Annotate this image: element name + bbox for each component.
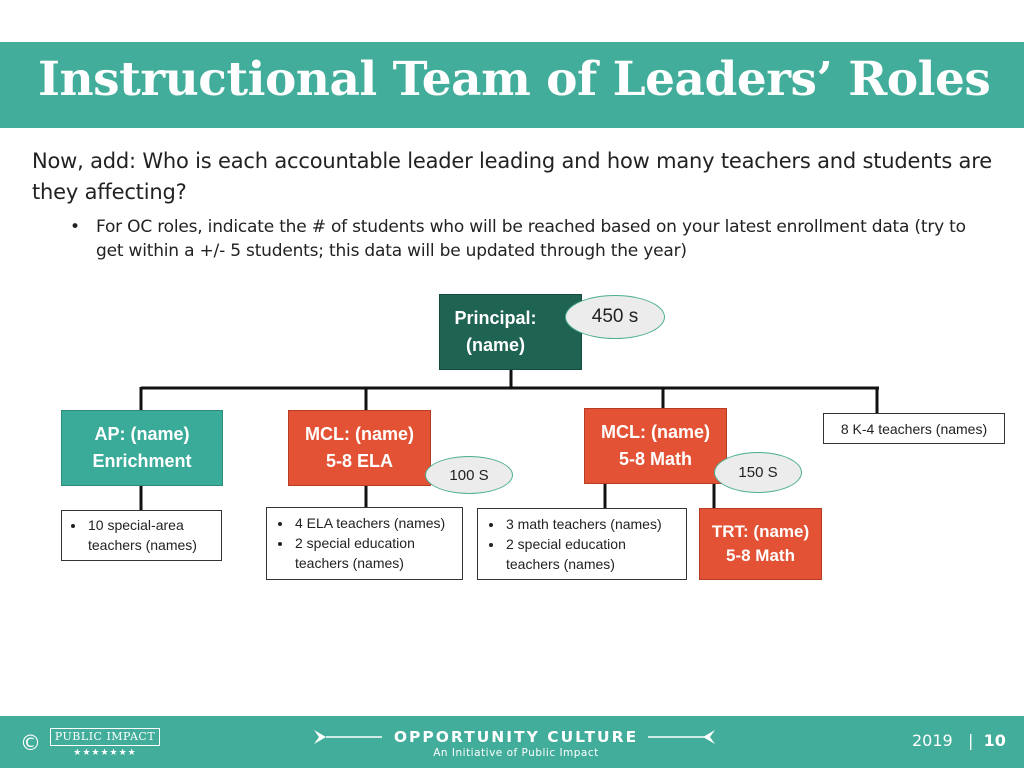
- year-label: 2019: [912, 731, 953, 750]
- list-item: • 3 math teachers (names): [504, 514, 682, 534]
- slide-number: [912, 731, 1006, 750]
- opportunity-culture-brand: OPPORTUNITY CULTURE: [393, 728, 639, 746]
- mcl-ela-box: [288, 410, 431, 486]
- trt-title: TRT: (name): [711, 522, 810, 541]
- mcl-math-title: MCL: (name): [601, 422, 710, 442]
- list-item: • 4 ELA teachers (names): [293, 513, 458, 533]
- page-number: 10: [983, 731, 1006, 750]
- separator: |: [957, 731, 979, 750]
- logo-stars: ★★★★★★★: [73, 748, 137, 758]
- principal-name: (name): [465, 335, 525, 355]
- logo-text: PUBLIC IMPACT: [50, 728, 160, 746]
- principal-title: Principal:: [454, 308, 537, 328]
- copyright-icon: ©: [20, 731, 41, 755]
- bullet-icon: •: [70, 217, 80, 237]
- mcl-math-students-oval: 150 S: [714, 452, 802, 493]
- ap-box: [61, 410, 223, 486]
- mcl-ela-teachers-note: [266, 507, 463, 580]
- ap-role: Enrichment: [92, 451, 192, 471]
- slide-title: Instructional Team of Leaders’ Roles: [38, 52, 991, 107]
- mcl-math-role: 5-8 Math: [618, 449, 692, 469]
- list-item: • 10 special-area teachers (names): [86, 515, 217, 555]
- list-item: • 2 special education teachers (names): [293, 533, 458, 573]
- list-item: • 2 special education teachers (names): [504, 534, 682, 574]
- mcl-ela-role: 5-8 ELA: [325, 451, 394, 471]
- principal-students-oval: 450 s: [565, 295, 665, 339]
- mcl-math-teachers-note: [477, 508, 687, 580]
- trt-box: [699, 508, 822, 580]
- intro-text: Now, add: Who is each accountable leader leading and how many teachers and students are they affecting?: [32, 149, 992, 204]
- brand-subtitle: An Initiative of Public Impact: [433, 747, 599, 759]
- ap-title: AP: (name): [94, 424, 190, 444]
- bullet-text: For OC roles, indicate the # of students who will be reached based on your latest enrollment data (try to get within a +/- 5 students; this data will be updated through the year): [96, 217, 966, 261]
- principal-box: [439, 294, 582, 370]
- k4-teachers-note: 8 K-4 teachers (names): [823, 413, 1005, 444]
- public-impact-logo: [50, 728, 160, 762]
- mcl-math-box: [584, 408, 727, 484]
- trt-role: 5-8 Math: [726, 546, 795, 565]
- ap-teachers-note: [61, 510, 222, 561]
- mcl-ela-students-oval: 100 S: [425, 456, 513, 494]
- mcl-ela-title: MCL: (name): [305, 424, 414, 444]
